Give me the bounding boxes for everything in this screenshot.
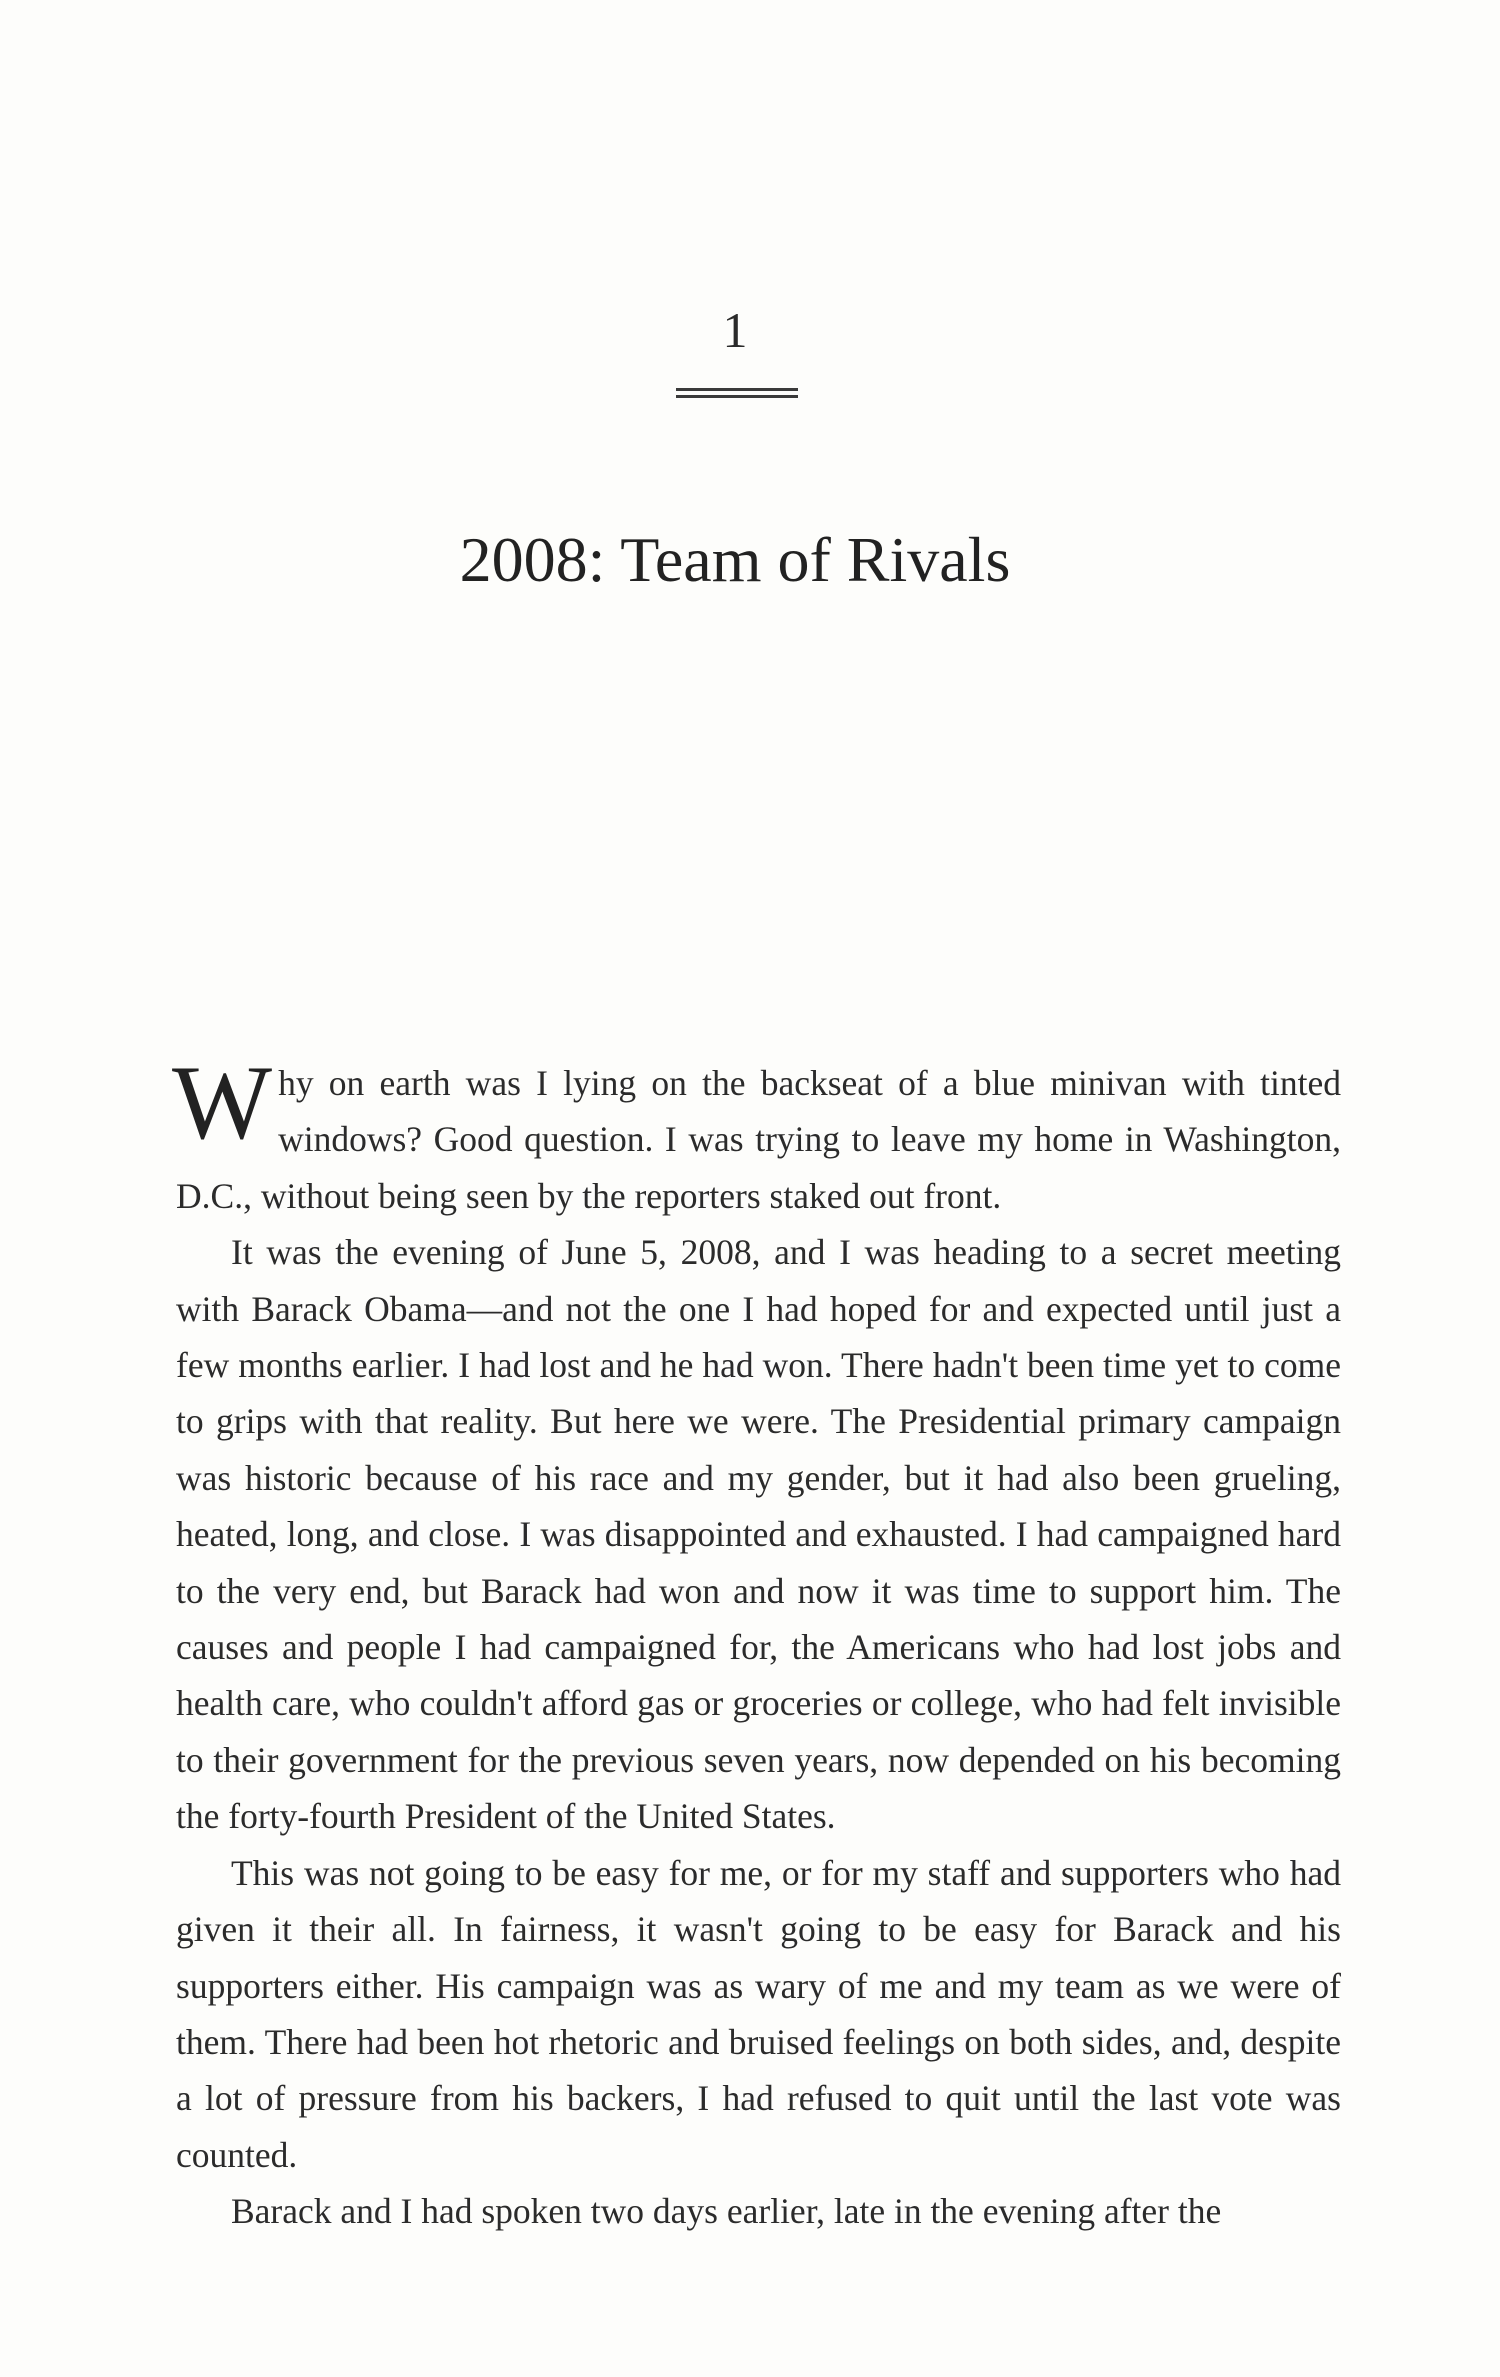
paragraph-2: It was the evening of June 5, 2008, and I was heading to a secret meeting with Barack Obama—and not the one I had hoped for and expected until just a few months earlier. I had lost and he had won. There hadn't been time yet to come to grips with that reality. But here we were. The Presidential primary campaign was historic because of his race and my gender, but it had also been grueling, heated, long, and close. I was disappointed and exhausted. I had campaigned hard to the very end, but Barack had won and now it was time to support him. The causes and people I had campaigned for, the Americans who had lost jobs and health care, who couldn't afford gas or groceries or college, who had felt invisible to their government for the previous seven years, now depended on his becoming the forty-fourth President of the United States. bbox=[176, 1232, 1341, 1837]
drop-cap: W bbox=[172, 1044, 273, 1161]
chapter-title: 2008: Team of Rivals bbox=[459, 524, 1011, 595]
chapter-rule bbox=[676, 388, 798, 398]
paragraph-3: This was not going to be easy for me, or for my staff and supporters who had given it their all. In fairness, it wasn't going to be easy for Barack and his supporters either. His campaign was as wary of me and my team as we were of them. There had been hot rhetoric and bruised feelings on both sides, and, despite a lot of pressure from his backers, I had refused to quit until the last vote was counted. bbox=[176, 1852, 1341, 2175]
paragraph-1 bbox=[172, 1044, 1341, 1224]
paragraph-4: Barack and I had spoken two days earlier, late in the evening after the bbox=[231, 2191, 1222, 2232]
chapter-number: 1 bbox=[722, 302, 748, 358]
chapter-body bbox=[172, 1044, 1341, 2240]
paragraph-1-text: hy on earth was I lying on the backseat of a blue minivan with tinted windows? Good question. I was trying to leave my home in Washington, D.C., without being seen by the reporters staked out front. bbox=[176, 1063, 1341, 1216]
